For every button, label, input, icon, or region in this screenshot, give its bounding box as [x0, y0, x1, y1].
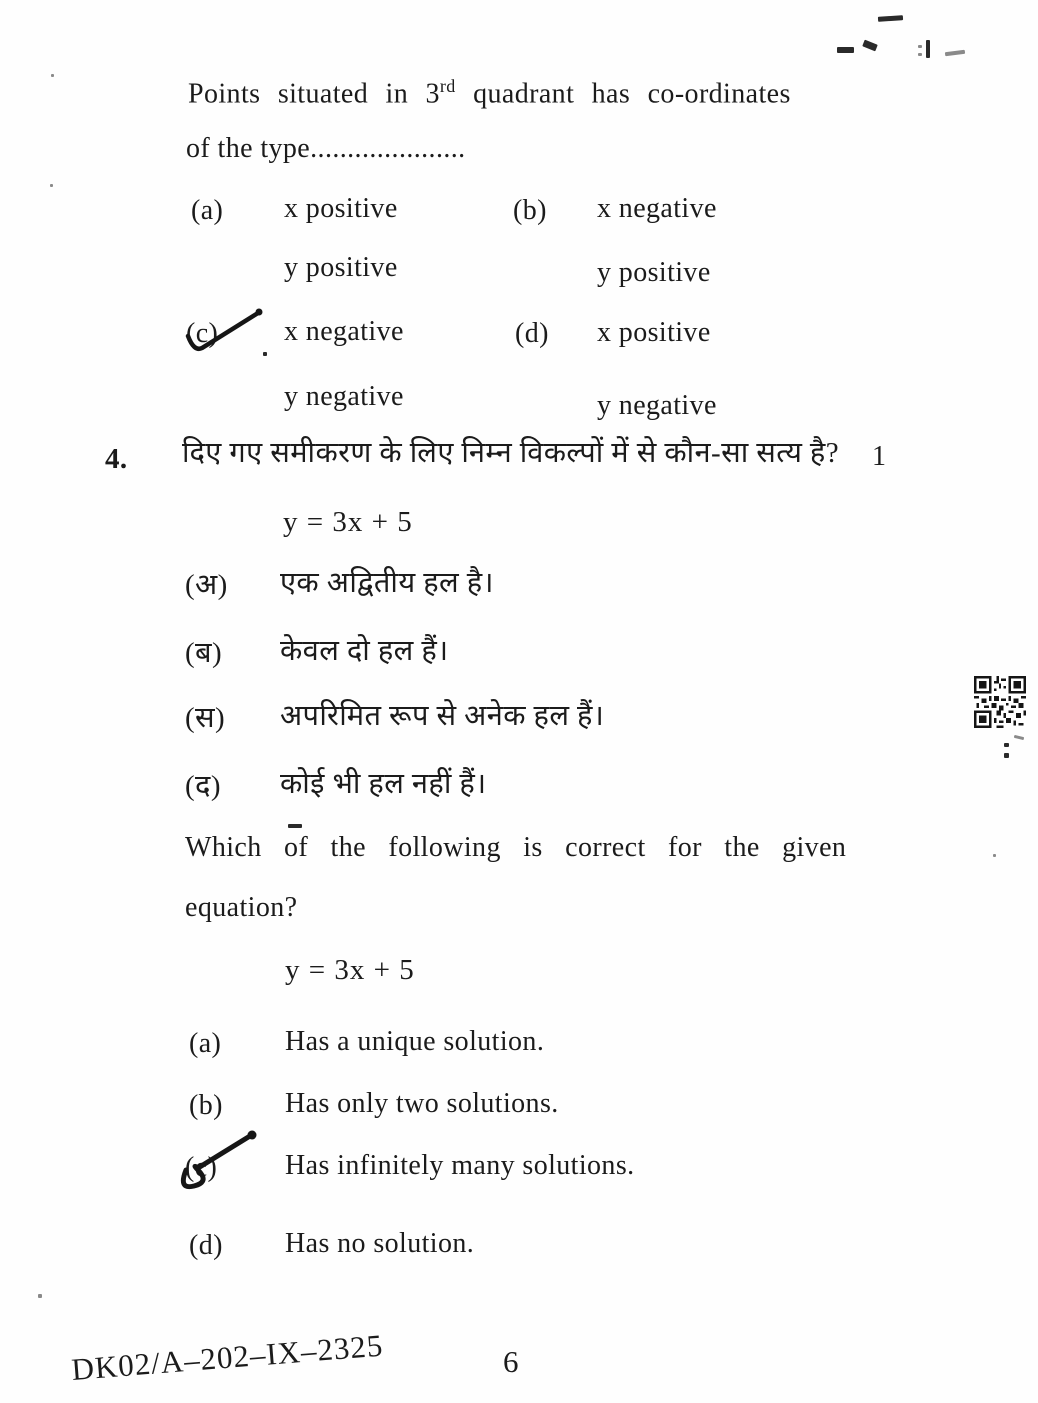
scan-artifact — [1004, 743, 1009, 747]
marks-badge: 1 — [872, 441, 887, 472]
question-number: 4. — [105, 443, 128, 475]
qr-code — [973, 676, 1027, 728]
option-label-d: (d) — [515, 318, 549, 349]
option-text-hi: कोई भी हल नहीं हैं। — [280, 768, 487, 800]
option-label-a: (a) — [191, 195, 224, 226]
option-text: y negative — [597, 390, 717, 421]
scan-artifact — [51, 74, 54, 77]
option-text: y positive — [284, 252, 398, 283]
scan-artifact — [918, 53, 922, 56]
option-text: x negative — [284, 316, 404, 347]
scan-artifact — [263, 352, 267, 356]
option-text-en: Has a unique solution. — [285, 1026, 545, 1057]
answer-tick-icon — [168, 1122, 263, 1197]
option-text-hi: एक अद्वितीय हल है। — [280, 567, 494, 599]
scan-artifact — [1014, 735, 1024, 740]
question-stem-hindi: दिए गए समीकरण के लिए निम्न विकल्पों में से कौन-सा सत्य है? — [182, 437, 840, 469]
scan-artifact — [50, 184, 53, 187]
option-text: y positive — [597, 257, 711, 288]
page-number: 6 — [503, 1344, 519, 1379]
scan-artifact — [288, 824, 302, 828]
option-text: x positive — [284, 193, 398, 224]
option-label-en-d: (d) — [189, 1230, 223, 1261]
option-label-c: (c) — [186, 318, 219, 349]
scan-artifact — [878, 15, 903, 22]
scan-artifact — [945, 50, 965, 56]
equation-english-section: y = 3x + 5 — [285, 954, 415, 986]
question-stem-english-line1: Which of the following is correct for the given — [185, 832, 847, 863]
paper-code: DK02/A–202–IX–2325 — [70, 1327, 385, 1388]
scan-artifact — [862, 40, 878, 52]
equation-hindi-section: y = 3x + 5 — [283, 506, 413, 538]
option-label-en-b: (b) — [189, 1090, 223, 1121]
option-label-hi-b: (ब) — [185, 637, 223, 669]
option-text: x negative — [597, 193, 717, 224]
option-label-hi-a: (अ) — [185, 569, 228, 601]
ordinal-superscript: rd — [439, 76, 456, 96]
option-text-en: Has infinitely many solutions. — [285, 1150, 635, 1181]
answer-tick-icon — [178, 300, 270, 362]
scan-artifact — [1004, 753, 1009, 758]
scan-artifact — [918, 45, 922, 48]
option-label-b: (b) — [513, 195, 547, 226]
question-stem-line1 — [188, 76, 791, 111]
stem-text-suffix: quadrant has co-ordinates — [455, 78, 791, 110]
option-label-en-a: (a) — [189, 1028, 222, 1059]
option-text: y negative — [284, 381, 404, 412]
scan-artifact — [837, 47, 854, 53]
option-text-en: Has only two solutions. — [285, 1088, 559, 1119]
option-text-en: Has no solution. — [285, 1228, 475, 1259]
option-label-en-c: (c) — [185, 1152, 218, 1183]
option-label-hi-c: (स) — [185, 702, 226, 734]
option-text-hi: केवल दो हल हैं। — [280, 635, 449, 667]
option-text-hi: अपरिमित रूप से अनेक हल हैं। — [280, 700, 605, 732]
scan-artifact — [38, 1294, 42, 1298]
option-label-hi-d: (द) — [185, 770, 221, 802]
question-stem-english-line2: equation? — [185, 892, 298, 923]
option-text: x positive — [597, 317, 711, 348]
question-stem-line2: of the type..................... — [186, 133, 466, 164]
scan-artifact — [926, 40, 930, 58]
scan-artifact — [993, 854, 996, 857]
stem-text-prefix: Points situated in 3 — [188, 78, 440, 110]
